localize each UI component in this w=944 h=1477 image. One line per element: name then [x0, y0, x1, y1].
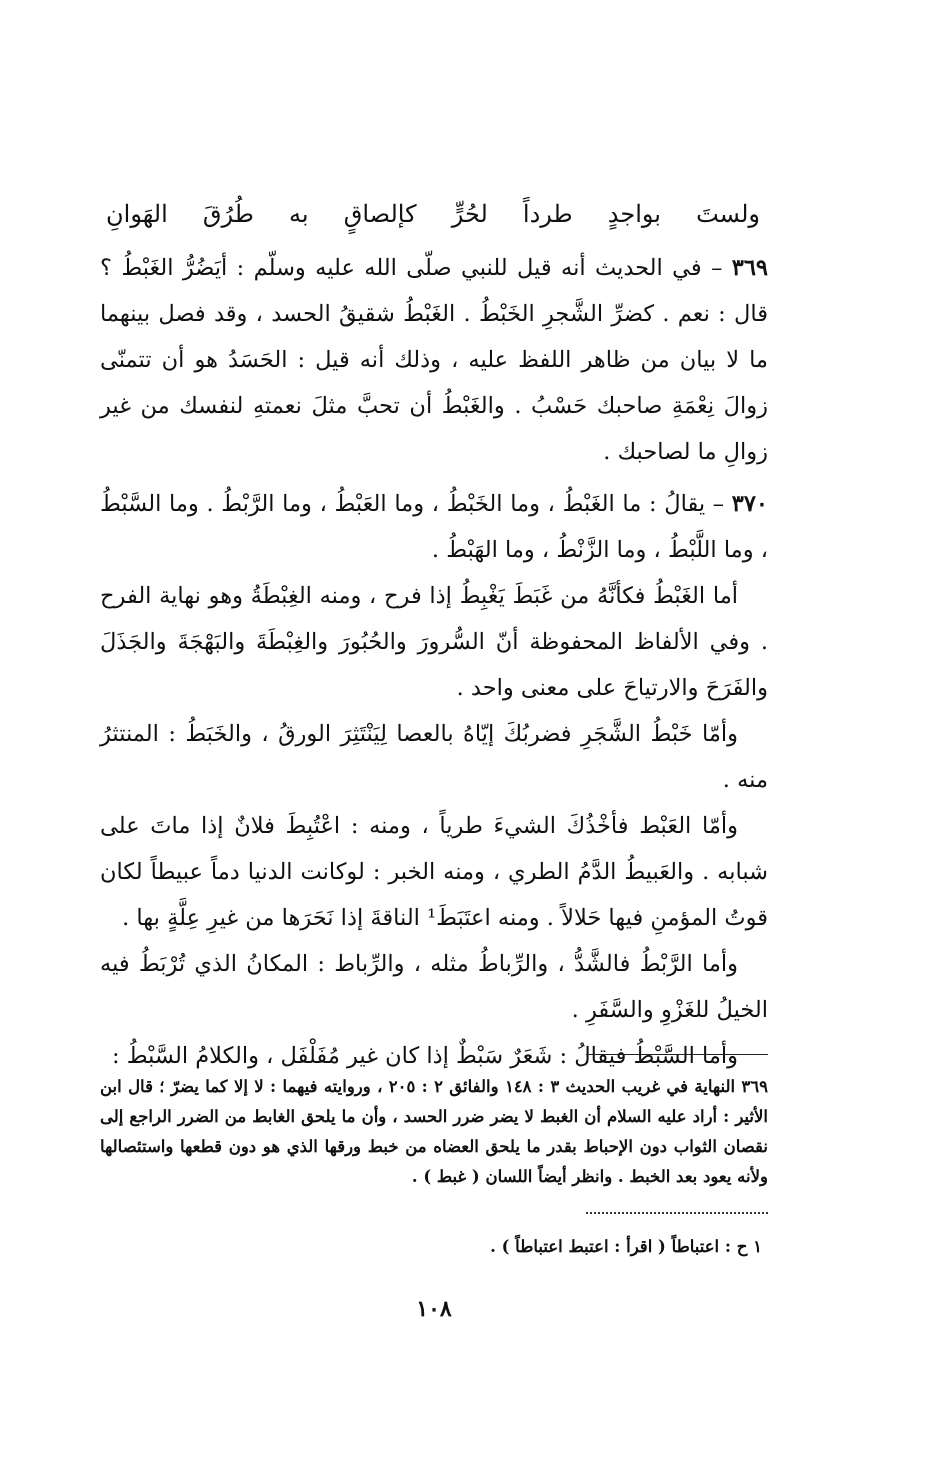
book-page [100, 0, 768, 1477]
footnote-divider [586, 1212, 768, 1214]
verse-word: به [289, 200, 309, 228]
page-number: ١٠٨ [416, 1296, 452, 1322]
entry-369 [100, 245, 768, 475]
note-369 [100, 1072, 768, 1192]
entry-number: ٣٧٠ [731, 491, 768, 517]
verse-word: لحُرٍّ [451, 200, 488, 228]
paragraph: أما الغَبْطُ فكأنَّهُ من غَبَطَ يَغْبِطُ إذا فرح ، ومنه الغِبْطَةُ وهو نهاية الفرح . وفي الألفاظ المحفوظة أنّ السُّرورَ والحُبُورَ والغِبْطَةَ والبَهْجَةَ والجَذَلَ والفَرَحَ والارتياحَ على معنى واحد . [100, 583, 768, 701]
paragraph: وأمّا العَبْط فأخْذُكَ الشيءَ طرياً ، ومنه : اعْتُبِطَ فلانٌ إذا ماتَ على شبابه . والعَبيطُ الدَّمُ الطري ، ومنه الخبر : لوكانت الدنيا دماً عبيطاً لكان قوتُ المؤمنِ فيها حَلالاً . ومنه اعتَبَطَ¹ الناقةَ إذا نَحَرَها من غيرِ عِلَّةٍ بها . [100, 813, 768, 931]
note-number: ٣٦٩ [741, 1077, 768, 1096]
verse-word: الهَوانِ [106, 200, 168, 228]
main-text [100, 245, 768, 1079]
entry-370 [100, 481, 768, 573]
footnote: ١ ح : اعتباطاً ( اقرأ : اعتبط اعتباطاً ) . [490, 1237, 762, 1256]
verse-word: بواجدٍ [607, 200, 661, 228]
paragraph: وأما الرَّبْطُ فالشَّدُّ ، والرِّباطُ مثله ، والرِّباط : المكانُ الذي تُرْبَطُ فيه الخيلُ للغَزْوِ والسَّفَرِ . [100, 951, 768, 1023]
notes-divider [586, 1054, 768, 1055]
paragraph: وأما السَّبْطُ فيقالُ : شَعَرٌ سَبْطٌ إذا كان غير مُفَلْفَل ، والكلامُ السَّبْطُ : [112, 1043, 738, 1069]
paragraph: وأمّا خَبْطُ الشَّجَرِ فضربُكَ إيّاهُ بالعصا لِيَنْتَثِرَ الورقُ ، والخَبَطُ : المنتثرُ منه . [100, 721, 768, 793]
entry-text: – في الحديث أنه قيل للنبي صلّى الله عليه وسلّم : أيَضُرُّ الغَبْطُ ؟ قال : نعم . كضرِّ الشَّجرِ الخَبْطُ . الغَبْطُ شقيقُ الحسد ، وقد فصل بينهما ما لا بيان من ظاهر اللفظ عليه ، وذلك أنه قيل : الحَسَدُ هو أن تتمنّى زوالَ نِعْمَةِ صاحبك حَسْبُ . والغَبْطُ أن تحبَّ مثلَ نعمتهِ لنفسك من غير زوالِ ما لصاحبك . [100, 255, 768, 465]
verse-word: كإلصاقٍ [343, 200, 417, 228]
verse-word: طُرُقَ [202, 200, 254, 228]
entry-text: – يقالُ : ما الغَبْطُ ، وما الخَبْطُ ، وما العَبْطُ ، وما الرَّبْطُ . وما السَّبْطُ ، وما اللَّبْطُ ، وما الزَّنْطُ ، وما الهَبْطُ . [100, 491, 768, 563]
entry-number: ٣٦٩ [731, 255, 768, 281]
verse-word: ولستَ [696, 200, 760, 228]
note-text: النهاية في غريب الحديث ٣ : ١٤٨ والفائق ٢ : ٢٠٥ ، وروايته فيهما : لا إلا كما يضرّ ؛ قال ابن الأثير : أراد عليه السلام أن الغبط لا يضر ضرر الحسد ، وأن ما يلحق الغابط من الضرر الراجع إلى نقصان الثواب دون الإحباط بقدر ما يلحق العضاه من خبط ورقها الذي هو دون قطعها واستئصالها ولأنه يعود بعد الخبط . وانظر أيضاً اللسان ( غبط ) . [100, 1077, 768, 1186]
endnotes [100, 1072, 768, 1192]
verse-word: طرداً [522, 200, 573, 228]
poetry-verse [100, 192, 768, 236]
